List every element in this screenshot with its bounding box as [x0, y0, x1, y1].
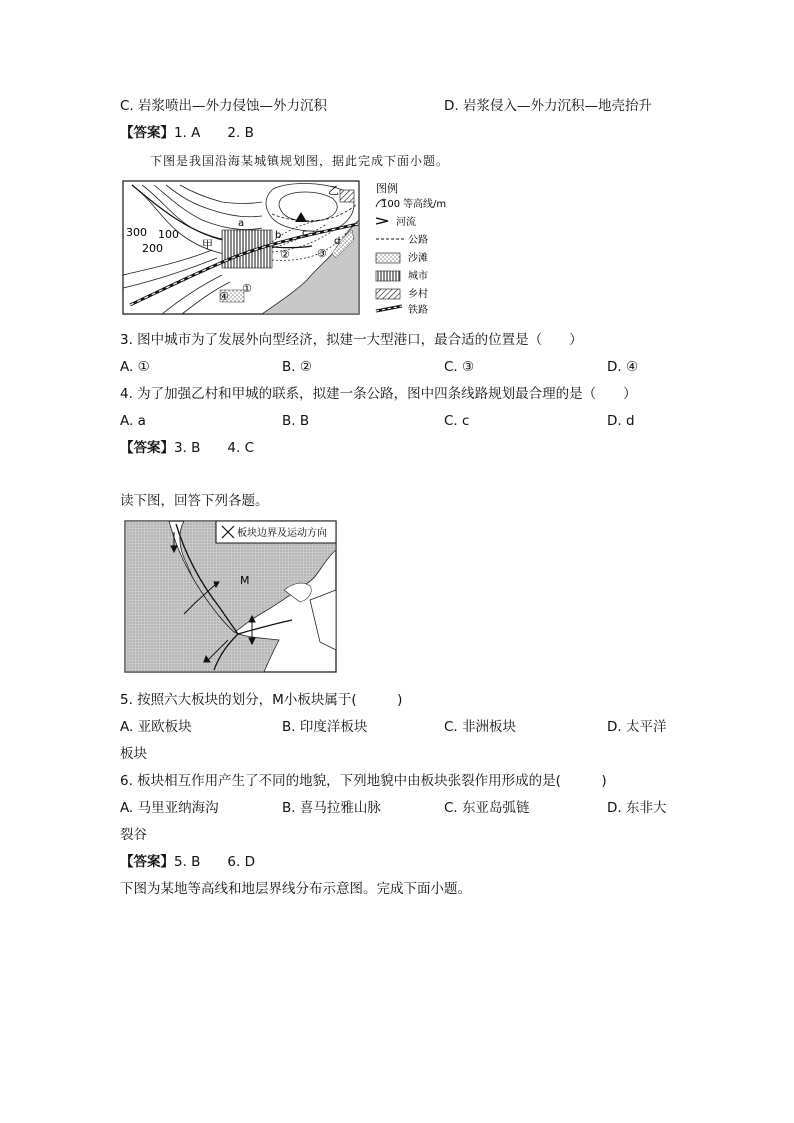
question-5-option-d: D. 太平洋: [607, 719, 667, 735]
legend-river-label: 河流: [396, 217, 416, 228]
beach-icon: [376, 253, 400, 263]
question-4-option-a: A. a: [120, 413, 146, 429]
question-5-wrap: 板块: [120, 746, 147, 762]
contour-label-300: 300: [126, 226, 147, 239]
map2-legend-label: 板块边界及运动方向: [237, 528, 327, 539]
question-3-option-c: C. ③: [444, 359, 475, 375]
answer-5-6: [120, 853, 255, 871]
legend-beach-label: 沙滩: [408, 253, 428, 264]
site-2: ②: [280, 248, 290, 261]
answer-label: 【答案】: [120, 440, 174, 456]
legend-contour-value: 100: [381, 199, 401, 210]
question-4-option-b: B. B: [282, 413, 310, 429]
route-label-b: b: [275, 230, 282, 241]
town-planning-map: [122, 180, 482, 320]
city-jia: [222, 230, 272, 268]
question-5-stem: 5. 按照六大板块的划分，M小板块属于( ): [120, 692, 403, 708]
answer-text: 1. A 2. B: [174, 125, 254, 141]
river-icon: [376, 218, 388, 224]
route-label-a: a: [238, 218, 245, 229]
legend-contour-label: 等高线/m: [403, 199, 447, 210]
question-6-option-b: B. 喜马拉雅山脉: [282, 800, 381, 816]
map2-intro: 读下图，回答下列各题。: [120, 493, 269, 509]
answer-text: 5. B 6. D: [174, 854, 255, 870]
question-3-stem: 3. 图中城市为了发展外向型经济，拟建一大型港口，最合适的位置是（ ）: [120, 332, 583, 348]
question-6-option-c: C. 东亚岛弧链: [444, 800, 530, 816]
legend-railway-label: 铁路: [408, 305, 428, 316]
question-3-option-b: B. ②: [282, 359, 312, 375]
label-jia: 甲: [202, 238, 213, 251]
village-icon: [376, 289, 400, 299]
route-label-c: c: [302, 228, 308, 239]
site-4: ④: [219, 290, 229, 303]
question-4-option-d: D. d: [607, 413, 635, 429]
answer-text: 3. B 4. C: [174, 440, 255, 456]
question-5-option-c: C. 非洲板块: [444, 719, 517, 735]
question-4-option-c: C. c: [444, 413, 470, 429]
contour-label-200: 200: [142, 242, 163, 255]
question-3-option-d: D. ④: [607, 359, 639, 375]
label-yi: 乙: [328, 184, 339, 197]
question-6-option-d: D. 东非大: [607, 800, 667, 816]
question-6-wrap: 裂谷: [120, 827, 147, 843]
map1-legend: [376, 181, 446, 316]
legend-road-label: 公路: [408, 235, 428, 246]
question-5-option-b: B. 印度洋板块: [282, 719, 368, 735]
plate-boundary-map: [124, 520, 338, 674]
option-d: D. 岩浆侵入—外力沉积—地壳抬升: [444, 98, 652, 114]
city-icon: [376, 271, 400, 281]
question-6-option-a: A. 马里亚纳海沟: [120, 800, 219, 816]
answer-1-2: [120, 124, 254, 142]
contour-label-100: 100: [158, 228, 179, 241]
question-6-stem: 6. 板块相互作用产生了不同的地貌，下列地貌中由板块张裂作用形成的是( ): [120, 773, 607, 789]
map1-intro: 下图是我国沿海某城镇规划图，据此完成下面小题。: [150, 154, 450, 168]
answer-label: 【答案】: [120, 854, 174, 870]
route-label-d: d: [334, 236, 341, 247]
site-1: ①: [242, 282, 252, 295]
answer-3-4: [120, 439, 254, 457]
legend-title: 图例: [376, 182, 398, 195]
closing-intro: 下图为某地等高线和地层界线分布示意图。完成下面小题。: [120, 881, 471, 897]
village-yi: [340, 190, 354, 202]
site-3: ③: [317, 247, 327, 260]
legend-city-label: 城市: [408, 271, 428, 282]
question-3-option-a: A. ①: [120, 359, 150, 375]
plate-label-m: M: [240, 574, 250, 587]
question-5-option-a: A. 亚欧板块: [120, 719, 192, 735]
answer-label: 【答案】: [120, 125, 174, 141]
option-c: C. 岩浆喷出—外力侵蚀—外力沉积: [120, 98, 328, 114]
legend-village-label: 乡村: [408, 289, 428, 300]
question-4-stem: 4. 为了加强乙村和甲城的联系，拟建一条公路，图中四条线路规划最合理的是（ ）: [120, 386, 637, 402]
